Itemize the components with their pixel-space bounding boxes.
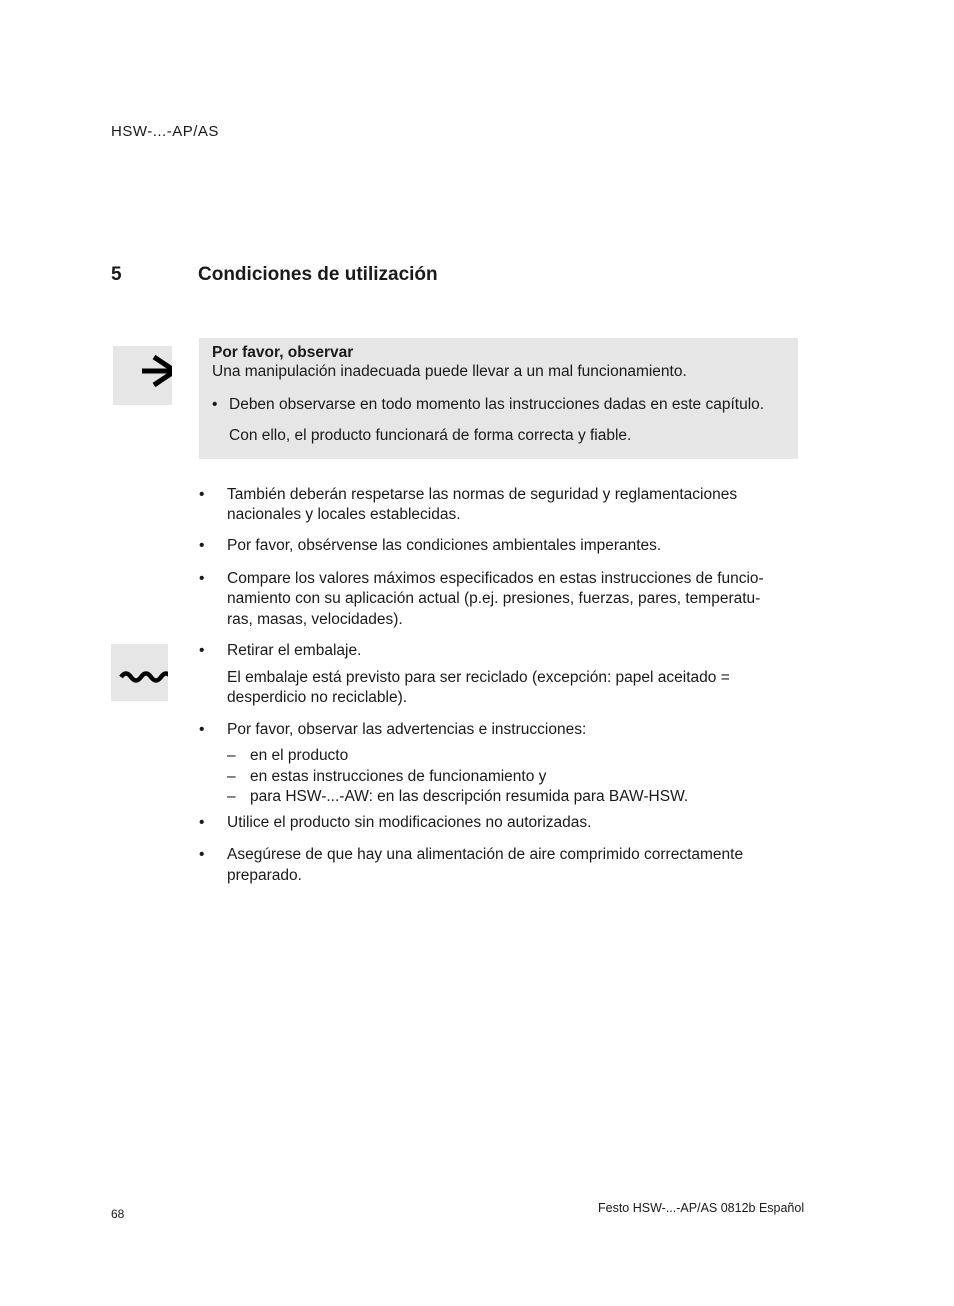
list-item: También deberán respetarse las normas de seguridad y reglamentaciones	[227, 486, 738, 503]
page-number: 68	[111, 1207, 125, 1221]
packaging-note: El embalaje está previsto para ser reciclado (excepción: papel aceitado =	[227, 669, 730, 686]
list-item: Compare los valores máximos especificados en estas instrucciones de funcio-	[227, 570, 764, 587]
document-header: HSW-...-AP/AS	[111, 123, 219, 140]
sub-list-item: en el producto	[250, 747, 349, 764]
note-text: Una manipulación inadecuada puede llevar a un mal funcionamiento.	[212, 363, 687, 380]
packaging-note: desperdicio no reciclable).	[227, 689, 408, 706]
list-item: namiento con su aplicación actual (p.ej. presiones, fuerzas, pares, temperatu-	[227, 590, 761, 607]
list-item: Retirar el embalaje.	[227, 642, 362, 659]
footer-doc-info: Festo HSW-...-AP/AS 0812b Español	[598, 1201, 805, 1215]
list-item: Por favor, obsérvense las condiciones ambientales imperantes.	[227, 537, 662, 554]
list-item: Por favor, observar las advertencias e instrucciones:	[227, 721, 587, 738]
bullet-marker: •	[199, 642, 205, 659]
bullet-marker: •	[199, 846, 205, 863]
recycling-wave-icon	[111, 644, 168, 701]
list-item: Utilice el producto sin modificaciones no autorizadas.	[227, 814, 592, 831]
note-bullet: •	[212, 396, 218, 413]
sub-list-item: para HSW-...-AW: en las descripción resumida para BAW-HSW.	[250, 788, 689, 805]
note-follow-text: Con ello, el producto funcionará de forma correcta y fiable.	[229, 427, 632, 444]
bullet-marker: •	[199, 537, 205, 554]
dash-marker: –	[227, 768, 236, 785]
dash-marker: –	[227, 788, 236, 805]
note-heading: Por favor, observar	[212, 344, 354, 361]
arrow-right-icon	[113, 346, 172, 405]
bullet-marker: •	[199, 721, 205, 738]
note-bullet-text: Deben observarse en todo momento las instrucciones dadas en este capítulo.	[229, 396, 765, 413]
list-item: ras, masas, velocidades).	[227, 611, 403, 628]
bullet-marker: •	[199, 570, 205, 587]
bullet-marker: •	[199, 814, 205, 831]
list-item: Asegúrese de que hay una alimentación de aire comprimido correctamente	[227, 846, 744, 863]
list-item: nacionales y locales establecidas.	[227, 506, 461, 523]
list-item: preparado.	[227, 867, 302, 884]
sub-list-item: en estas instrucciones de funcionamiento y	[250, 768, 547, 785]
dash-marker: –	[227, 747, 236, 764]
chapter-number: 5	[111, 264, 122, 285]
chapter-title: Condiciones de utilización	[198, 264, 438, 285]
bullet-marker: •	[199, 486, 205, 503]
